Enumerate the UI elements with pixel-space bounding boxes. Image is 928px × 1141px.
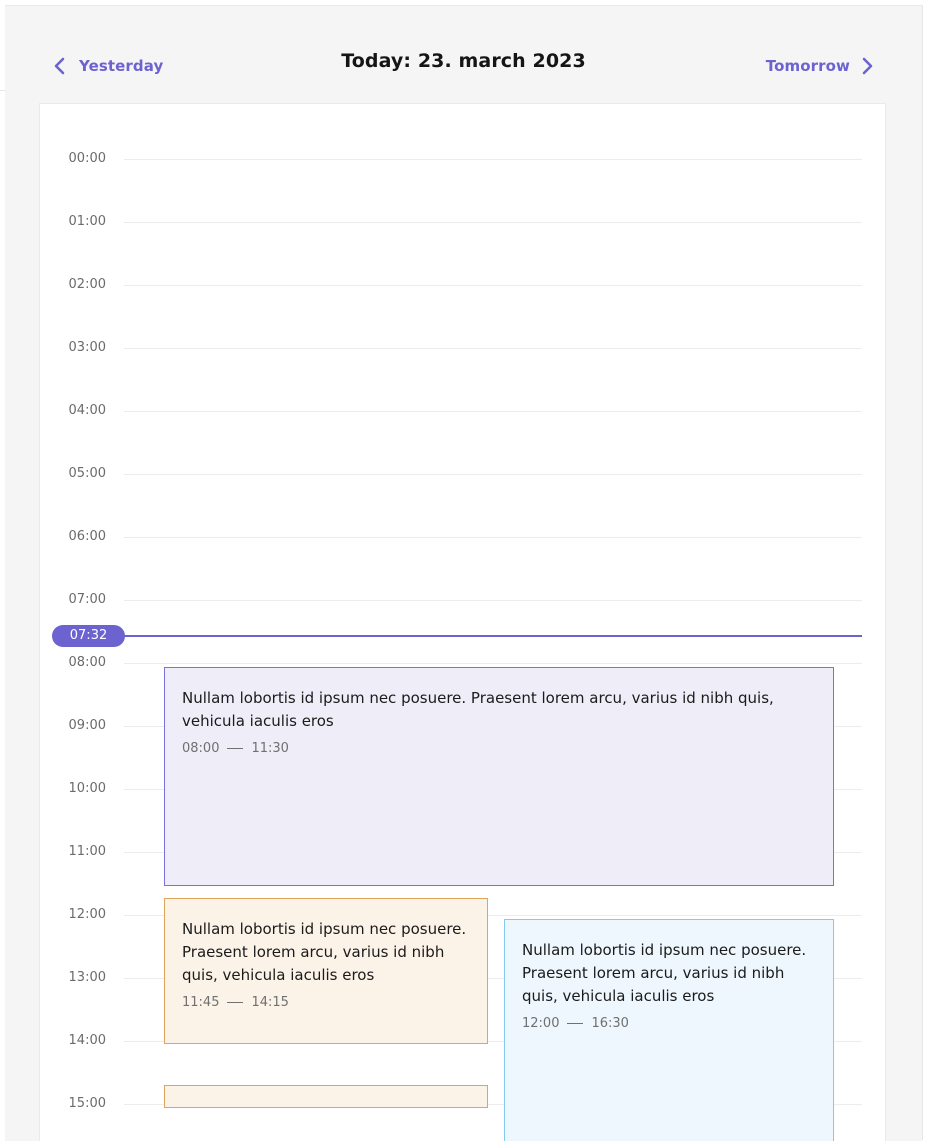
- chevron-right-icon: [862, 57, 874, 75]
- event-start-time: 08:00: [182, 741, 220, 756]
- event-card[interactable]: [504, 919, 834, 1141]
- event-start-time: 12:00: [522, 1016, 560, 1031]
- hour-gridline: [124, 222, 862, 223]
- hour-label: 11:00: [68, 844, 106, 859]
- scrollbar-gutter: [922, 5, 928, 1140]
- hour-row: [40, 212, 885, 232]
- current-time-badge: 07:32: [52, 625, 125, 647]
- event-start-time: 11:45: [182, 995, 220, 1010]
- event-end-time: 14:15: [251, 995, 289, 1010]
- event-end-time: 16:30: [591, 1016, 629, 1031]
- hour-label: 01:00: [68, 214, 106, 229]
- hour-label: 10:00: [68, 781, 106, 796]
- hour-label: 13:00: [68, 970, 106, 985]
- time-separator: [227, 1002, 243, 1003]
- hour-row: [40, 590, 885, 610]
- event-title: Nullam lobortis id ipsum nec posuere. Praesent lorem arcu, varius id nibh quis, vehicula iaculis eros: [522, 941, 807, 1005]
- event-title: Nullam lobortis id ipsum nec posuere. Praesent lorem arcu, varius id nibh quis, vehicula iaculis eros: [182, 920, 467, 984]
- hour-label: 03:00: [68, 340, 106, 355]
- event-time: [182, 995, 470, 1010]
- hour-label: 06:00: [68, 529, 106, 544]
- event-time: [182, 741, 816, 756]
- hour-label: 14:00: [68, 1033, 106, 1048]
- timeline-card: [39, 103, 886, 1141]
- event-title: Nullam lobortis id ipsum nec posuere. Praesent lorem arcu, varius id nibh quis, vehicula iaculis eros: [182, 689, 774, 730]
- hour-label: 08:00: [68, 655, 106, 670]
- hour-gridline: [124, 348, 862, 349]
- hour-gridline: [124, 159, 862, 160]
- hour-label: 07:00: [68, 592, 106, 607]
- day-calendar-view: [5, 5, 922, 1141]
- hour-row: [40, 464, 885, 484]
- next-day-label: Tomorrow: [765, 57, 850, 75]
- hour-gridline: [124, 537, 862, 538]
- event-card[interactable]: [164, 667, 834, 886]
- hour-gridline: [124, 411, 862, 412]
- hour-row: [40, 338, 885, 358]
- hour-gridline: [124, 663, 862, 664]
- hour-gridline: [124, 474, 862, 475]
- hour-row: [40, 527, 885, 547]
- event-card[interactable]: [164, 898, 488, 1044]
- next-day-button[interactable]: [766, 48, 874, 84]
- time-separator: [567, 1023, 583, 1024]
- hour-label: 00:00: [68, 151, 106, 166]
- hour-label: 05:00: [68, 466, 106, 481]
- hour-row: [40, 275, 885, 295]
- event-time: [522, 1016, 816, 1031]
- time-separator: [227, 748, 243, 749]
- hour-label: 02:00: [68, 277, 106, 292]
- hour-label: 12:00: [68, 907, 106, 922]
- hour-gridline: [124, 285, 862, 286]
- hour-gridline: [124, 600, 862, 601]
- event-card-partial[interactable]: [164, 1085, 488, 1108]
- current-time-line: [124, 635, 862, 637]
- hour-label: 09:00: [68, 718, 106, 733]
- hour-label: 04:00: [68, 403, 106, 418]
- hour-row: [40, 149, 885, 169]
- hour-label: 15:00: [68, 1096, 106, 1111]
- page-title: Today: 23. march 2023: [341, 50, 586, 72]
- hour-row: [40, 401, 885, 421]
- event-end-time: 11:30: [251, 741, 289, 756]
- previous-day-label: Yesterday: [79, 57, 164, 75]
